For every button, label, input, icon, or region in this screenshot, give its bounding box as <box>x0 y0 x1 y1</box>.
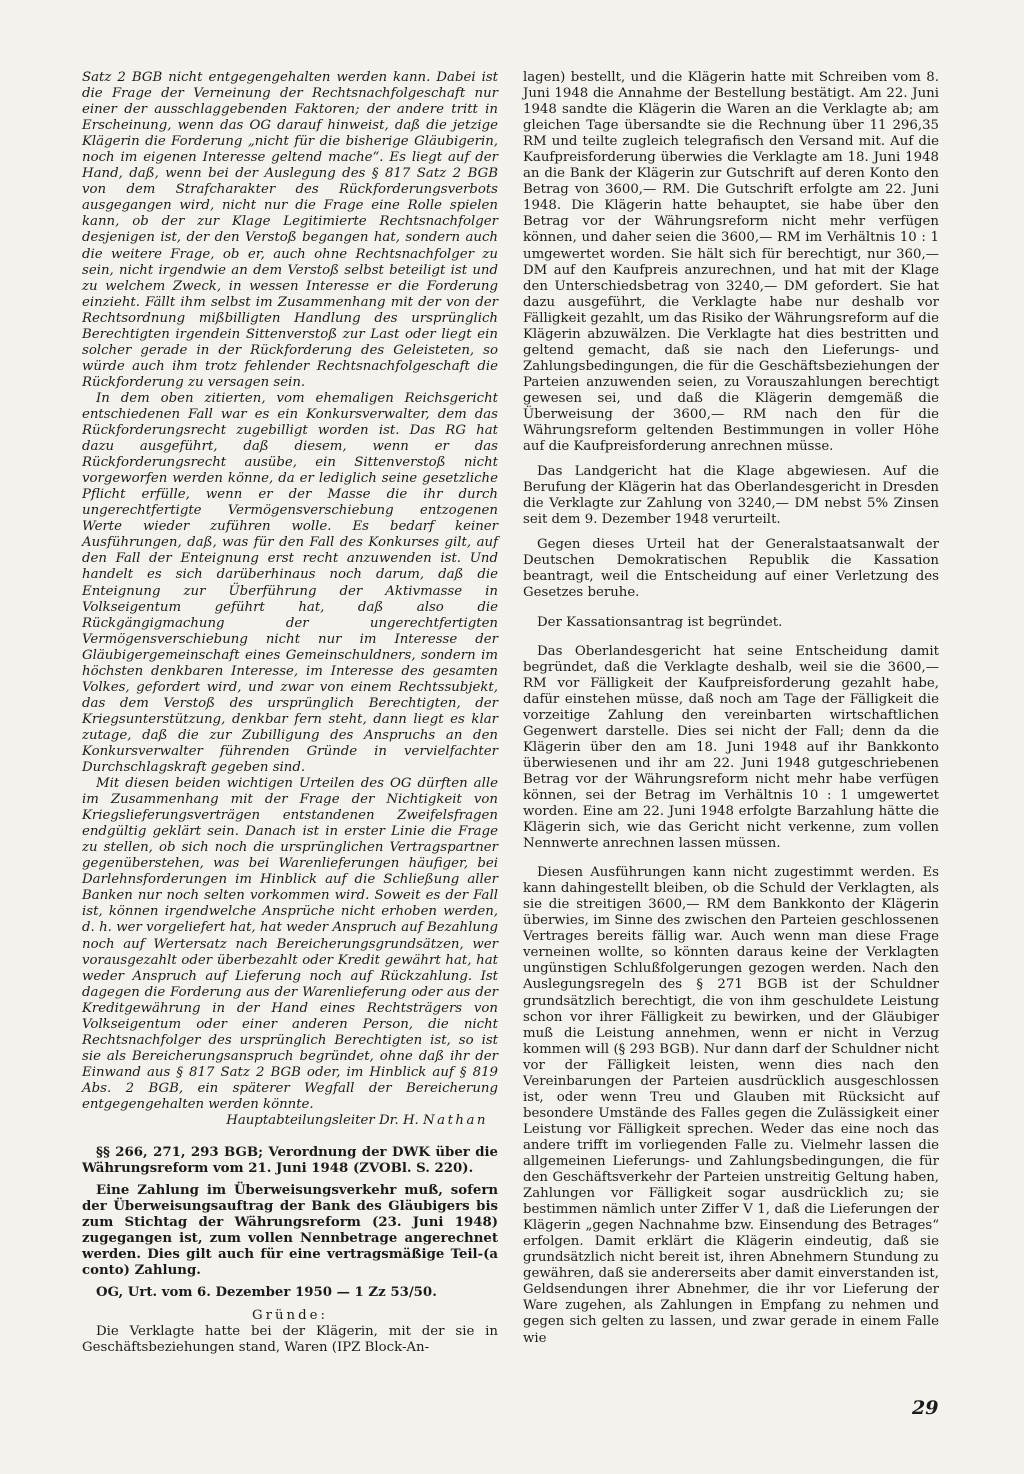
left-column <box>82 70 498 1356</box>
page-number: 29 <box>912 1397 939 1419</box>
reasons-heading: Gründe: <box>252 1307 328 1323</box>
paragraph: Mit diesen beiden wichtigen Urteilen des OG dürften alle im Zusammenhang mit der Frage der Nichtigkeit von Kriegslieferungsverträgen entstandenen Zweifelsfragen endgültig geklärt sein. Danach ist in erster Linie die Frage zu stellen, ob sich noch die ursprünglichen Vertragspartner gegenüberstehen, was bei Warenlieferungen häufiger, bei Darlehnsforderungen im Hinblick auf die Schließung aller Banken nur noch selten vorkommen wird. Soweit es der Fall ist, können irgendwelche Ansprüche nicht erhoben werden, d. h. wer vorgeliefert hat, hat weder Anspruch auf Bezahlung noch auf Wertersatz nach Bereicherungsgrundsätzen, wer vorausgezahlt oder überbezahlt oder Kredit gewährt hat, hat weder Anspruch auf Lieferung noch auf Rückzahlung. Ist dagegen die Forderung aus der Warenlieferung oder aus der Kreditgewährung in der Hand eines Rechtsträgers von Volkseigentum oder einer anderen Person, die nicht Rechtsnachfolger des ursprünglich Berechtigten ist, so ist sie als Bereicherungsanspruch begründet, ohne daß ihr der Einwand aus § 817 Satz 2 BGB oder, im Hinblick auf § 819 Abs. 2 BGB, ein späterer Wegfall der Bereicherung entgegengehalten werden könnte. <box>82 776 498 1112</box>
case-citation: OG, Urt. vom 6. Dezember 1950 — 1 Zz 53/50. <box>96 1285 437 1301</box>
paragraph: Das Landgericht hat die Klage abgewiesen. Auf die Berufung der Klägerin hat das Oberlandesgericht in Dresden die Verklagte zur Zahlung von 3240,— DM nebst 5% Zinsen seit dem 9. Dezember 1948 verurteilt. <box>523 464 939 528</box>
headnote: Eine Zahlung im Überweisungsverkehr muß, sofern der Überweisungsauftrag der Bank des Gläubigers bis zum Stichtag der Währungsreform (23. Juni 1948) zugegangen ist, zum vollen Nennbetrage angerechnet werden. Dies gilt auch für eine vertragsmäßige Teil-(a conto) Zahlung. <box>82 1183 498 1279</box>
author-title: Hauptabteilungsleiter Dr. H. <box>226 1113 419 1129</box>
author-name: Nathan <box>423 1113 488 1129</box>
paragraph: Das Oberlandesgericht hat seine Entscheidung damit begründet, daß die Verklagte deshalb, weil sie die 3600,— RM vor Fälligkeit der Kaufpreisforderung gezahlt habe, dafür einstehen müsse, daß noch am Tage der Fälligkeit die vorzeitige Zahlung den vereinbarten wirtschaftlichen Gegenwert darstelle. Dies sei nicht der Fall; denn da die Klägerin über den am 18. Juni 1948 auf ihr Bankkonto überwiesenen und ihr am 22. Juni 1948 gutgeschriebenen Betrag vor der Währungsreform nicht mehr habe verfügen können, sei der Betrag im Verhältnis 10 : 1 umgewertet worden. Eine am 22. Juni 1948 erfolgte Barzahlung hätte die Klägerin sich, wie das Gericht nicht verkenne, zum vollen Nennwerte anrechnen lassen müssen. <box>523 643 939 852</box>
paragraph: Der Kassationsantrag ist begründet. <box>537 614 783 630</box>
author-signature <box>82 1113 498 1129</box>
paragraph: lagen) bestellt, und die Klägerin hatte mit Schreiben vom 8. Juni 1948 die Annahme der Bestellung bestätigt. Am 22. Juni 1948 sandte die Klägerin die Waren an die Verklagte ab; am gleichen Tage übersandte sie die Rechnung über 11 296,35 RM und teilte zugleich telegrafisch den Versand mit. Auf die Kaufpreisforderung überwies die Verklagte am 18. Juni 1948 an die Bank der Klägerin zur Gutschrift auf deren Konto den Betrag von 3600,— RM. Die Gutschrift erfolgte am 22. Juni 1948. Die Klägerin hatte behauptet, sie habe über den Betrag vor der Währungsreform nicht mehr verfügen können, und daher seien die 3600,— RM im Verhältnis 10 : 1 umgewertet worden. Sie hält sich für berechtigt, nur 360,— DM auf den Kaufpreis anzurechnen, und hat mit der Klage den Unterschiedsbetrag von 3240,— DM gefordert. Sie hat dazu ausgeführt, die Verklagte habe nur deshalb vor Fälligkeit gezahlt, um das Risiko der Währungsreform auf die Klägerin abzuwälzen. Die Verklagte hat dies bestritten und geltend gemacht, daß sie nach den Lieferungs- und Zahlungsbedingungen, die für die Geschäftsbeziehungen der Parteien anzuwenden seien, zu Vorauszahlungen berechtigt gewesen sei, und daß die Klägerin demgemäß die Überweisung der 3600,— RM nach den für die Währungsreform geltenden Bestimmungen in voller Höhe auf die Kaufpreisforderung anrechnen müsse. <box>523 70 939 455</box>
paragraph: Die Verklagte hatte bei der Klägerin, mit der sie in Geschäftsbeziehungen stand, Waren (IPZ Block-An- <box>82 1323 498 1355</box>
paragraph: In dem oben zitierten, vom ehemaligen Reichsgericht entschiedenen Fall war es ein Konkursverwalter, dem das Rückforderungsrecht zugebilligt worden ist. Das RG hat dazu ausgeführt, daß diesem, wenn er das Rückforderungsrecht ausübe, ein Sittenverstoß nicht vorgeworfen werden könne, da er lediglich seine gesetzliche Pflicht erfülle, wenn er der Masse die ihr durch ungerechtfertigte Vermögensverschiebung entzogenen Werte wieder zuführen wolle. Es bedarf keiner Ausführungen, daß, was für den Fall des Konkurses gilt, auf den Fall der Enteignung erst recht anzuwenden ist. Und handelt es sich darüberhinaus noch darum, daß die Enteignung zur Überführung der Aktivmasse in Volkseigentum geführt hat, daß also die Rückgängigmachung der ungerechtfertigten Vermögensverschiebung nicht nur im Interesse der Gläubigergemeinschaft eines Gemeinschuldners, sondern im höchsten denkbaren Interesse, im Interesse des gesamten Volkes, gefordert wird, und zwar von einem Rechtssubjekt, das dem Verstoß des ursprünglich Berechtigten, der Kriegsunterstützung, denkbar fern steht, dann liegt es klar zutage, daß die zur Zubilligung des Anspruchs an den Konkursverwalter führenden Gründe in vervielfachter Durchschlagskraft gegeben sind. <box>82 390 498 776</box>
right-column <box>523 70 939 1347</box>
paragraph: Gegen dieses Urteil hat der Generalstaatsanwalt der Deutschen Demokratischen Republik die Kassation beantragt, weil die Entscheidung auf einer Verletzung des Gesetzes beruhe. <box>523 537 939 601</box>
paragraph: Satz 2 BGB nicht entgegengehalten werden kann. Dabei ist die Frage der Verneinung der Rechtsnachfolgeschaft nur einer der ausschlaggebenden Faktoren; der andere tritt in Erscheinung, wenn das OG darauf hinweist, daß die jetzige Klägerin die Forderung „nicht für die bisherige Gläubigerin, noch im eigenen Interesse geltend mache“. Es liegt auf der Hand, daß, wenn bei der Auslegung des § 817 Satz 2 BGB von dem Strafcharakter des Rückforderungsverbots ausgegangen wird, nicht nur die Frage eine Rolle spielen kann, ob der zur Klage Legitimierte Rechtsnachfolger desjenigen ist, der den Verstoß begangen hat, sondern auch die weitere Frage, ob er, auch ohne Rechtsnachfolger zu sein, nicht irgendwie an dem Verstoß selbst beteiligt ist und zu welchem Zweck, in wessen Interesse er die Forderung einzieht. Fällt ihm selbst im Zusammenhang mit der von der Rechtsordnung mißbilligten Handlung des ursprünglich Berechtigten irgendein Sittenverstoß zur Last oder liegt ein solcher gerade in der Rückforderung des Geleisteten, so würde auch ihm trotz fehlender Rechtsnachfolgeschaft die Rückforderung zu versagen sein. <box>82 70 498 390</box>
paragraph: Diesen Ausführungen kann nicht zugestimmt werden. Es kann dahingestellt bleiben, ob die Schuld der Verklagten, als sie die streitigen 3600,— RM dem Bankkonto der Klägerin überwies, im Sinne des zwischen den Parteien geschlossenen Vertrages bereits fällig war. Auch wenn man diese Frage verneinen wollte, so könnten daraus keine der Verklagten ungünstigen Schlußfolgerungen gezogen werden. Nach den Auslegungsregeln des § 271 BGB ist der Schuldner grundsätzlich berechtigt, die von ihm geschuldete Leistung schon vor ihrer Fälligkeit zu bewirken, und der Gläubiger muß die Leistung annehmen, wenn er nicht in Verzug kommen will (§ 293 BGB). Nur dann darf der Schuldner nicht vor der Fälligkeit leisten, wenn dies nach den Vereinbarungen der Parteien ausdrücklich ausgeschlossen ist, oder wenn Treu und Glauben mit Rücksicht auf besondere Umstände des Falles gegen die Zulässigkeit einer Leistung vor Fälligkeit sprechen. Weder das eine noch das andere trifft im vorliegenden Falle zu. Vielmehr lassen die allgemeinen Lieferungs- und Zahlungsbedingungen, die für den Geschäftsverkehr der Parteien unstreitig Geltung haben, Zahlungen vor Fälligkeit sogar ausdrücklich zu; sie bestimmen nämlich unter Ziffer V 1, daß die Lieferungen der Klägerin „gegen Nachnahme bzw. Einsendung des Betrages“ erfolgen. Damit erklärt die Klägerin eindeutig, daß sie grundsätzlich nicht bereit ist, ihren Abnehmern Stundung zu gewähren, daß sie andererseits aber damit einverstanden ist, Geldsendungen ihrer Abnehmer, die ihr vor Lieferung der Ware zugehen, als Zahlungen in Empfang zu nehmen und gegen sich gelten zu lassen, und zwar gerade in einem Falle wie <box>523 865 939 1346</box>
section-heading: §§ 266, 271, 293 BGB; Verordnung der DWK über die Währungsreform vom 21. Juni 1948 (ZVOBl. S. 220). <box>82 1145 498 1177</box>
